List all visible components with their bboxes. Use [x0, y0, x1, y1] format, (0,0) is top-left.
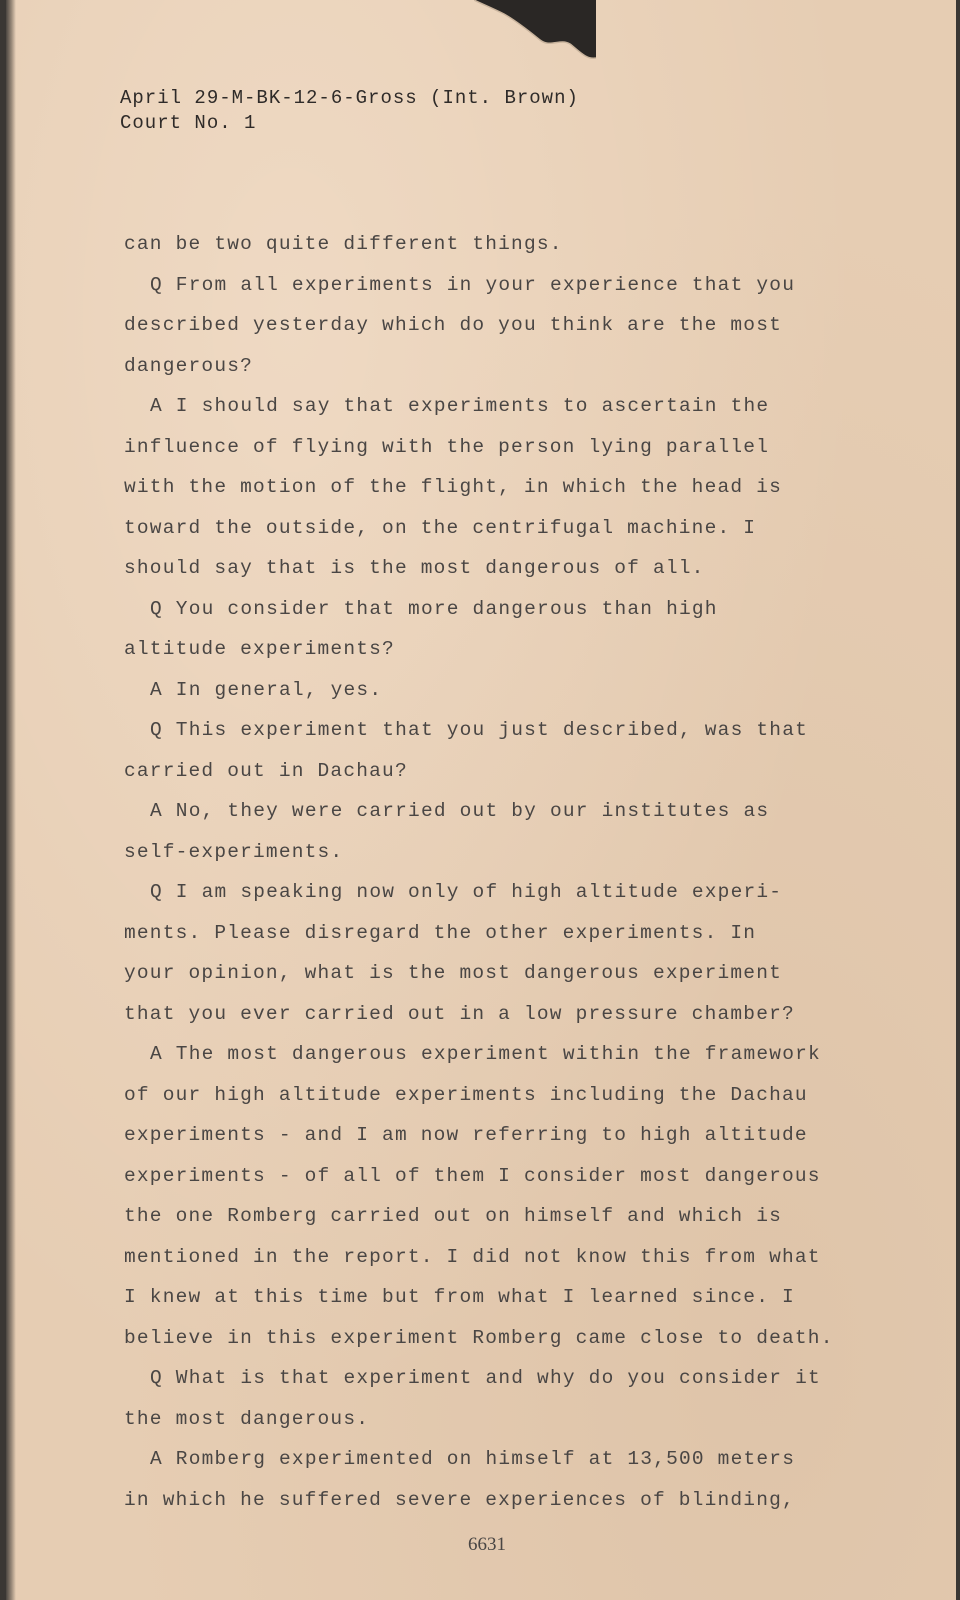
- transcript-line: dangerous?: [124, 354, 254, 377]
- transcript-line: experiments - of all of them I consider most dangerous: [124, 1164, 821, 1187]
- document-header: [120, 86, 579, 136]
- transcript-line: A No, they were carried out by our institutes as: [150, 800, 770, 822]
- transcript-line: in which he suffered severe experiences of blinding,: [124, 1488, 795, 1511]
- transcript-line: Q From all experiments in your experience that you: [150, 273, 796, 296]
- transcript-body: [124, 224, 834, 1520]
- transcript-line: the most dangerous.: [124, 1407, 370, 1430]
- transcript-line: Q What is that experiment and why do you consider it: [150, 1367, 821, 1389]
- transcript-line: A I should say that experiments to ascertain the: [150, 395, 770, 417]
- transcript-line: I knew at this time but from what I learned since. I: [124, 1286, 795, 1308]
- transcript-line: ments. Please disregard the other experiments. In: [124, 921, 757, 944]
- transcript-line: Q I am speaking now only of high altitude experi-: [150, 881, 783, 903]
- transcript-line: the one Romberg carried out on himself and which is: [124, 1205, 782, 1227]
- transcript-line: influence of flying with the person lying parallel: [124, 435, 770, 458]
- header-docket-line: April 29-M-BK-12-6-Gross (Int. Brown): [120, 87, 579, 109]
- transcript-line: A The most dangerous experiment within the framework: [150, 1043, 821, 1065]
- page-left-edge: [6, 0, 16, 1600]
- document-page: [6, 0, 956, 1600]
- transcript-line: altitude experiments?: [124, 638, 395, 660]
- transcript-line: described yesterday which do you think are the most: [124, 314, 782, 336]
- transcript-line: toward the outside, on the centrifugal machine. I: [124, 516, 757, 539]
- transcript-line: should say that is the most dangerous of all.: [124, 557, 705, 579]
- transcript-line: experiments - and I am now referring to high altitude: [124, 1124, 808, 1146]
- page-number: 6631: [468, 1534, 506, 1555]
- transcript-line: Q You consider that more dangerous than high: [150, 597, 718, 620]
- transcript-line: of our high altitude experiments including the Dachau: [124, 1083, 808, 1106]
- transcript-line: carried out in Dachau?: [124, 759, 408, 782]
- transcript-line: that you ever carried out in a low pressure chamber?: [124, 1002, 795, 1025]
- transcript-line: A In general, yes.: [150, 678, 383, 701]
- transcript-line: Q This experiment that you just described, was that: [150, 719, 808, 741]
- transcript-line: can be two quite different things.: [124, 233, 563, 255]
- transcript-line: your opinion, what is the most dangerous experiment: [124, 962, 782, 984]
- torn-corner: [474, 0, 596, 64]
- transcript-line: with the motion of the flight, in which the head is: [124, 476, 782, 498]
- header-court-line: Court No. 1: [120, 112, 257, 134]
- transcript-line: A Romberg experimented on himself at 13,500 meters: [150, 1448, 796, 1470]
- transcript-line: self-experiments.: [124, 840, 344, 863]
- transcript-line: believe in this experiment Romberg came close to death.: [124, 1326, 834, 1349]
- transcript-line: mentioned in the report. I did not know this from what: [124, 1245, 821, 1268]
